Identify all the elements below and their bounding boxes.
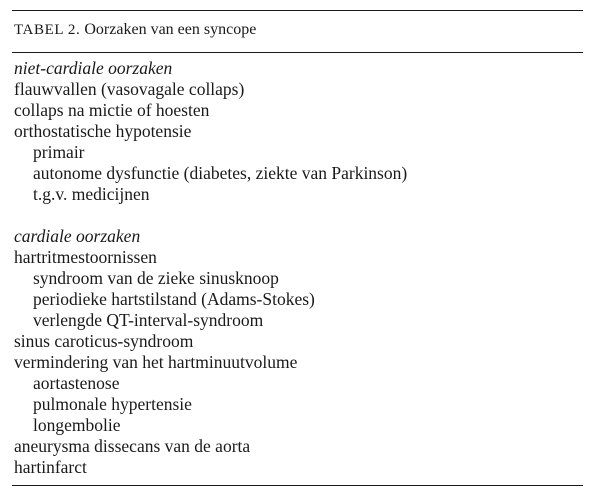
section-non-cardiac	[14, 58, 583, 205]
list-item: aneurysma dissecans van de aorta	[14, 436, 251, 456]
list-item: sinus caroticus-syndroom	[14, 331, 194, 351]
list-item: orthostatische hypotensie	[14, 121, 192, 141]
section-gap	[14, 205, 583, 226]
syncope-table	[12, 10, 583, 486]
list-item: flauwvallen (vasovagale collaps)	[14, 79, 245, 99]
list-item: hartritmestoornissen	[14, 247, 157, 267]
list-item: collaps na mictie of hoesten	[14, 100, 210, 120]
table-title: Oorzaken van een syncope	[84, 21, 257, 38]
sub-item: primair	[33, 142, 85, 162]
sub-item: syndroom van de zieke sinusknoop	[33, 268, 279, 288]
list-item: hartinfarct	[14, 457, 87, 477]
sub-item: t.g.v. medicijnen	[33, 184, 150, 204]
table-body	[12, 53, 583, 482]
section-cardiac	[14, 226, 583, 478]
table-caption	[12, 11, 583, 52]
sub-item: periodieke hartstilstand (Adams-Stokes)	[33, 289, 315, 309]
sub-item: autonome dysfunctie (diabetes, ziekte van Parkinson)	[33, 163, 408, 183]
bottom-rule	[12, 485, 583, 486]
section-title: niet-cardiale oorzaken	[14, 58, 173, 78]
list-item: vermindering van het hartminuutvolume	[14, 352, 298, 372]
sub-item: aortastenose	[33, 373, 120, 393]
sub-item: pulmonale hypertensie	[33, 394, 192, 414]
section-title: cardiale oorzaken	[14, 226, 141, 246]
sub-item: verlengde QT-interval-syndroom	[33, 310, 264, 330]
sub-item: longembolie	[33, 415, 121, 435]
table-label: TABEL 2.	[14, 22, 81, 38]
